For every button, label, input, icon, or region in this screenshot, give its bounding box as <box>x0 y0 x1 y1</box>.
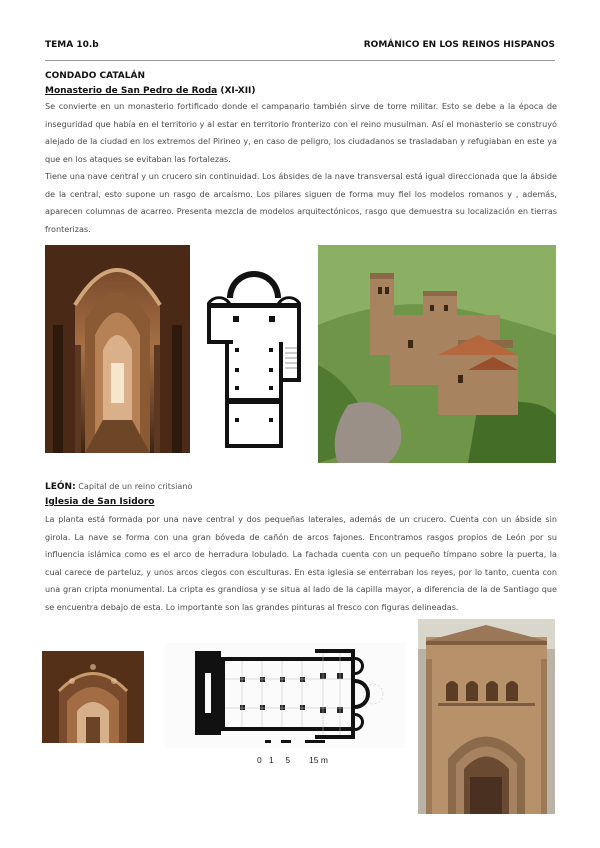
section-heading-leon-label: LEÓN: <box>45 482 76 492</box>
photo-isidoro-facade <box>418 619 555 814</box>
paragraph-san-isidoro: La planta está formada por una nave central y dos pequeñas laterales, además de un crucero. Cuenta con un ábside sin girola. La nave se forma con una gran bóveda de cañón de arcos fajones. Encontramos rasgos propios de León por su influencia islámica como es el arco de herradura lobulado. La fachada cuenta con un pequeño tímpano sobre la puerta, la cual carece de parteluz, y unos arcos ciegos con esculturas. En esta iglesia se enterraban los reyes, por lo tanto, cuenta con una gran cripta monumental. La cripta es grandiosa y se situa al lado de la capilla mayor, a diferencia de la de Santiago que se encuentra debajo de esta. Lo importante son las grandes pinturas al fresco con figuras delineadas. <box>45 514 557 612</box>
scale-label-0: 0 <box>257 755 262 765</box>
photo-roda-exterior <box>318 245 556 463</box>
subtitle-san-isidoro <box>45 497 154 507</box>
header-topic: ROMÁNICO EN LOS REINOS HISPANOS <box>363 40 555 50</box>
header-divider <box>45 60 555 61</box>
floor-plan-roda <box>205 258 303 448</box>
photo-roda-nave <box>45 245 190 453</box>
header-chapter: TEMA 10.b <box>45 40 99 50</box>
section-heading-condado: CONDADO CATALÁN <box>45 71 145 81</box>
paragraph-san-pedro-1: Se convierte en un monasterio fortificado donde el campanario también sirve de torre militar. Esto se debe a la época de inseguridad que había en el territorio y al estar en territorio fronterizo con el reino musulman. Así el monasterio se construyó alejado de la ciudad en los extremos del Pirineo y, en caso de peligro, los ciudadanos se trasladaban y refugiaban en este ya que en los ataques se evitaban las fortalezas. <box>45 101 557 164</box>
paragraph-san-pedro-2: Tiene una nave central y un crucero sin continuidad. Los ábsides de la nave transversal está igual direccionada que la ábside de la central, esto supone un rasgo de arcaísmo. Los pilares siguen de forma muy fiel los modelos romanos y , además, aparecen columnas de acarreo. Presenta mezcla de modelos arquitectónicos, rasgo que demuestra su localización en tierras fronterizas. <box>45 171 557 234</box>
subtitle-san-pedro <box>45 86 256 96</box>
floor-plan-isidoro <box>165 643 405 769</box>
scale-label-5: 5 <box>285 755 291 765</box>
section-heading-leon-note: Capital de un reino critsiano <box>75 481 193 491</box>
section-heading-leon <box>45 481 192 492</box>
scale-label-15m: 15 m <box>309 755 328 765</box>
scale-label-1: 1 <box>268 755 274 765</box>
subtitle-san-pedro-dates: (XI-XII) <box>217 86 256 96</box>
subtitle-san-isidoro-name: Iglesia de San Isidoro <box>45 497 155 507</box>
subtitle-san-pedro-name: Monasterio de San Pedro de Roda <box>45 86 218 96</box>
scale-bar-labels <box>257 755 328 765</box>
photo-isidoro-vault <box>42 651 144 743</box>
